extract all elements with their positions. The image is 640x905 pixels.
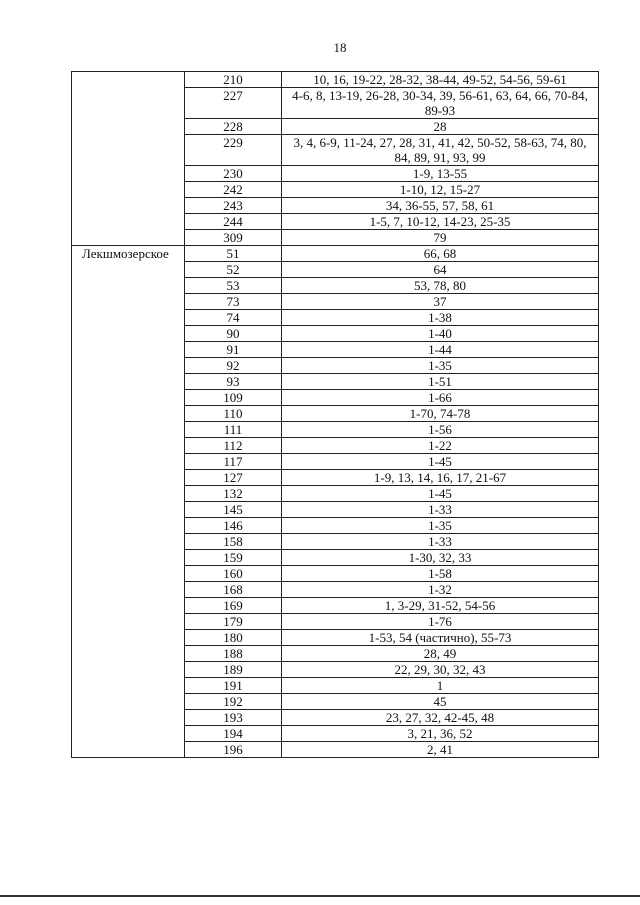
quarter-number-cell: 227 xyxy=(185,88,282,119)
table-row xyxy=(72,72,599,88)
quarter-number-cell: 159 xyxy=(185,550,282,566)
quarter-number-cell: 127 xyxy=(185,470,282,486)
plots-cell: 28 xyxy=(282,119,599,135)
quarter-number-cell: 192 xyxy=(185,694,282,710)
plots-cell: 45 xyxy=(282,694,599,710)
plots-cell: 1-53, 54 (частично), 55-73 xyxy=(282,630,599,646)
quarter-number-cell: 51 xyxy=(185,246,282,262)
page-bottom-border xyxy=(0,895,640,897)
quarter-number-cell: 309 xyxy=(185,230,282,246)
plots-cell: 1-32 xyxy=(282,582,599,598)
quarter-number-cell: 74 xyxy=(185,310,282,326)
plots-cell: 1-38 xyxy=(282,310,599,326)
plots-cell: 1-30, 32, 33 xyxy=(282,550,599,566)
plots-cell: 1-58 xyxy=(282,566,599,582)
quarter-number-cell: 242 xyxy=(185,182,282,198)
table-body xyxy=(72,72,599,758)
page-number: 18 xyxy=(333,40,347,55)
quarter-number-cell: 180 xyxy=(185,630,282,646)
quarter-number-cell: 93 xyxy=(185,374,282,390)
plots-cell: 22, 29, 30, 32, 43 xyxy=(282,662,599,678)
plots-cell: 1-56 xyxy=(282,422,599,438)
table-row xyxy=(72,246,599,262)
quarter-number-cell: 109 xyxy=(185,390,282,406)
quarter-number-cell: 90 xyxy=(185,326,282,342)
quarter-number-cell: 194 xyxy=(185,726,282,742)
quarter-number-cell: 244 xyxy=(185,214,282,230)
quarter-number-cell: 92 xyxy=(185,358,282,374)
plots-cell: 4-6, 8, 13-19, 26-28, 30-34, 39, 56-61, 63, 64, 66, 70-84, 89-93 xyxy=(282,88,599,119)
plots-cell: 1 xyxy=(282,678,599,694)
quarter-number-cell: 53 xyxy=(185,278,282,294)
quarter-number-cell: 110 xyxy=(185,406,282,422)
plots-cell: 1-76 xyxy=(282,614,599,630)
plots-cell: 1-10, 12, 15-27 xyxy=(282,182,599,198)
plots-cell: 66, 68 xyxy=(282,246,599,262)
plots-cell: 28, 49 xyxy=(282,646,599,662)
quarter-number-cell: 158 xyxy=(185,534,282,550)
plots-cell: 1-66 xyxy=(282,390,599,406)
quarter-number-cell: 210 xyxy=(185,72,282,88)
district-cell: Лекшмозерское xyxy=(72,246,185,758)
quarter-number-cell: 168 xyxy=(185,582,282,598)
quarter-number-cell: 193 xyxy=(185,710,282,726)
plots-cell: 37 xyxy=(282,294,599,310)
plots-cell: 34, 36-55, 57, 58, 61 xyxy=(282,198,599,214)
plots-cell: 1-9, 13-55 xyxy=(282,166,599,182)
quarter-number-cell: 111 xyxy=(185,422,282,438)
plots-cell: 1-5, 7, 10-12, 14-23, 25-35 xyxy=(282,214,599,230)
plots-cell: 1-9, 13, 14, 16, 17, 21-67 xyxy=(282,470,599,486)
quarter-number-cell: 112 xyxy=(185,438,282,454)
plots-cell: 1-40 xyxy=(282,326,599,342)
quarter-number-cell: 117 xyxy=(185,454,282,470)
quarter-number-cell: 230 xyxy=(185,166,282,182)
plots-cell: 1, 3-29, 31-52, 54-56 xyxy=(282,598,599,614)
forest-quarters-table xyxy=(71,71,599,758)
quarter-number-cell: 91 xyxy=(185,342,282,358)
plots-cell: 79 xyxy=(282,230,599,246)
plots-cell: 1-35 xyxy=(282,518,599,534)
plots-cell: 1-44 xyxy=(282,342,599,358)
quarter-number-cell: 52 xyxy=(185,262,282,278)
plots-cell: 1-33 xyxy=(282,502,599,518)
quarter-number-cell: 188 xyxy=(185,646,282,662)
quarter-number-cell: 229 xyxy=(185,135,282,166)
plots-cell: 1-45 xyxy=(282,486,599,502)
plots-cell: 3, 4, 6-9, 11-24, 27, 28, 31, 41, 42, 50-52, 58-63, 74, 80, 84, 89, 91, 93, 99 xyxy=(282,135,599,166)
plots-cell: 3, 21, 36, 52 xyxy=(282,726,599,742)
district-cell xyxy=(72,72,185,246)
quarter-number-cell: 179 xyxy=(185,614,282,630)
quarter-number-cell: 196 xyxy=(185,742,282,758)
plots-cell: 23, 27, 32, 42-45, 48 xyxy=(282,710,599,726)
plots-cell: 1-70, 74-78 xyxy=(282,406,599,422)
quarter-number-cell: 169 xyxy=(185,598,282,614)
quarter-number-cell: 243 xyxy=(185,198,282,214)
quarter-number-cell: 73 xyxy=(185,294,282,310)
plots-cell: 1-33 xyxy=(282,534,599,550)
quarter-number-cell: 160 xyxy=(185,566,282,582)
plots-cell: 10, 16, 19-22, 28-32, 38-44, 49-52, 54-56, 59-61 xyxy=(282,72,599,88)
quarter-number-cell: 132 xyxy=(185,486,282,502)
plots-cell: 53, 78, 80 xyxy=(282,278,599,294)
plots-cell: 1-51 xyxy=(282,374,599,390)
quarter-number-cell: 145 xyxy=(185,502,282,518)
plots-cell: 64 xyxy=(282,262,599,278)
plots-cell: 1-45 xyxy=(282,454,599,470)
quarter-number-cell: 146 xyxy=(185,518,282,534)
quarter-number-cell: 228 xyxy=(185,119,282,135)
plots-cell: 2, 41 xyxy=(282,742,599,758)
quarter-number-cell: 191 xyxy=(185,678,282,694)
quarter-number-cell: 189 xyxy=(185,662,282,678)
plots-cell: 1-35 xyxy=(282,358,599,374)
plots-cell: 1-22 xyxy=(282,438,599,454)
